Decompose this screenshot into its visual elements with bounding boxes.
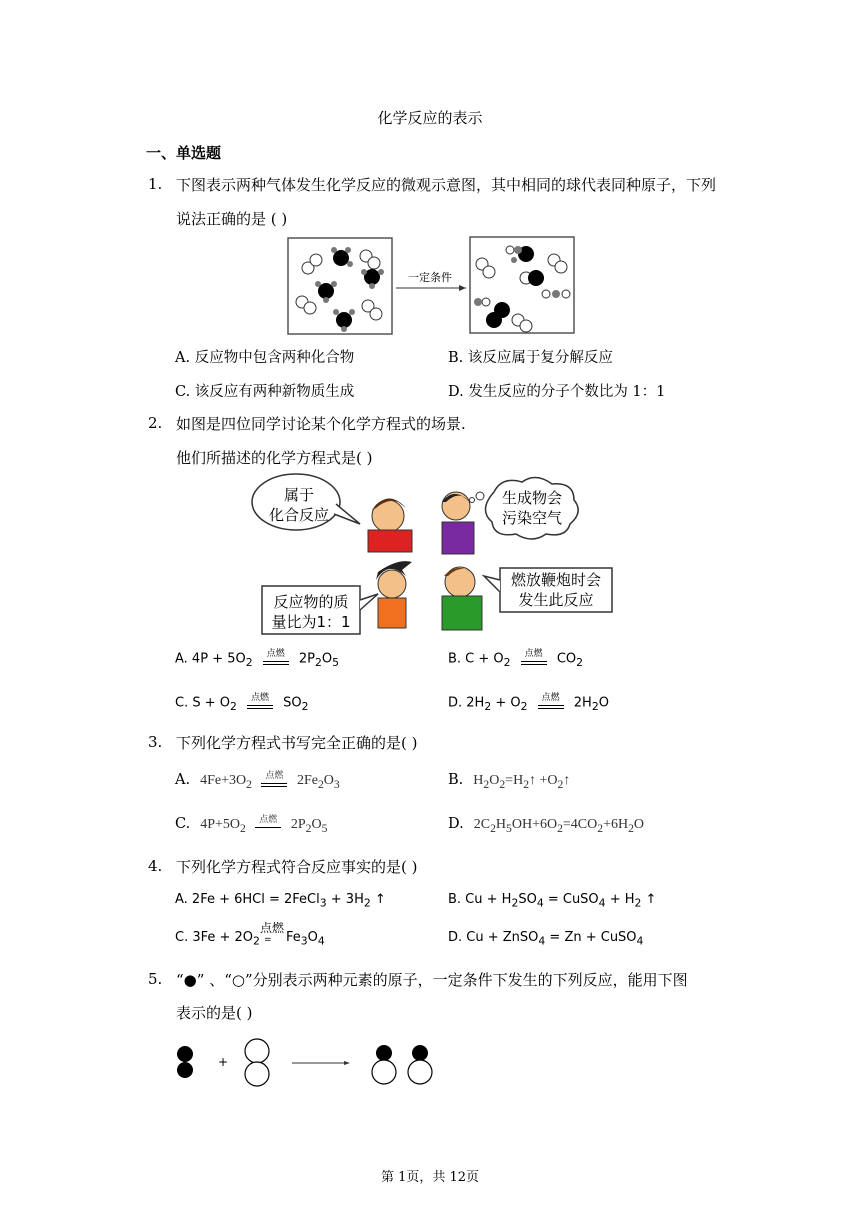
q1-option-d[interactable]: D. 发生反应的分子个数比为 1：1 — [448, 384, 666, 400]
page-footer: 第 1页，共 12页 — [380, 1170, 480, 1185]
q2-option-a[interactable]: A. $4P + 5O_2$ 点燃 $2P_2O_5$ — [175, 649, 340, 670]
bubble-1-line2: 化合反应 — [268, 506, 329, 524]
bubble-2-line2: 污染空气 — [501, 509, 562, 527]
question-2-text-line1: 如图是四位同学讨论某个化学方程式的场景. — [176, 415, 466, 433]
q3-option-c[interactable]: C. $4P+5O_2$ 点燃 $2P_2O_5$ — [175, 814, 328, 836]
q1-option-a[interactable]: A. 反应物中包含两种化合物 — [175, 350, 355, 366]
q3-option-b[interactable]: B. $H_2O_2=H_2↑$ $+O_2↑$ — [448, 772, 571, 791]
bubble-1-line1: 属于 — [283, 486, 314, 504]
question-3-number: 3. — [148, 733, 163, 751]
bubble-2-line1: 生成物会 — [501, 489, 562, 507]
question-1-text-line1: 下图表示两种气体发生化学反应的微观示意图，其中相同的球代表同种原子，下列 — [176, 176, 717, 194]
q2-option-b[interactable]: B. $C + O_2$ 点燃 $CO_2$ — [448, 649, 584, 670]
question-5-number: 5. — [148, 970, 163, 988]
q3-option-d[interactable]: D. $2C_2H_5OH+6O_2=4CO_2+6H_2O$ — [448, 816, 645, 835]
question-1-diagram — [286, 236, 578, 336]
section-heading: 一、单选题 — [146, 144, 222, 162]
q2-option-d[interactable]: D. $2H_2 + O_2$ 点燃 $2H_2O$ — [448, 693, 609, 714]
bubble-3-line2: 量比为1：1 — [271, 613, 351, 631]
bubble-4-line1: 燃放鞭炮时会 — [510, 571, 601, 589]
q4-option-a[interactable]: A. 2Fe + 6HCl = 2FeCl$_3$ + $3H_2$ ↑ — [175, 892, 386, 910]
arrow-label: 一定条件 — [408, 271, 452, 284]
question-1-text-line2: 说法正确的是 ( ) — [176, 210, 288, 228]
q1-option-b[interactable]: B. 该反应属于复分解反应 — [448, 350, 613, 366]
question-4-text: 下列化学方程式符合反应事实的是( ) — [176, 858, 418, 876]
q4-option-b[interactable]: B. $Cu + H_2SO_4$ = CuSO$_4$ + $H_2$ ↑ — [448, 892, 657, 910]
q2-option-c[interactable]: C. $S + O_2$ 点燃 $SO_2$ — [175, 693, 309, 714]
plus-sign: + — [217, 1055, 229, 1069]
question-2-text-line2: 他们所描述的化学方程式是( ) — [176, 449, 373, 467]
bubble-4-line2: 发生此反应 — [518, 591, 594, 609]
question-2-number: 2. — [148, 414, 163, 432]
q3-option-a[interactable]: A. $4Fe+3O_2$ 点燃 $2Fe_2O_3$ — [175, 770, 340, 792]
q1-option-c[interactable]: C. 该反应有两种新物质生成 — [175, 384, 355, 400]
question-5-text-line2: 表示的是( ) — [176, 1004, 253, 1022]
q4-option-d[interactable]: D. Cu + ZnSO$_4$ = Zn + CuSO$_4$ — [448, 930, 644, 948]
q4-option-c[interactable]: C. $3Fe + 2O_2$ 点燃 = $Fe_3O_4$ — [175, 920, 325, 948]
page-title: 化学反应的表示 — [377, 109, 483, 127]
question-3-text: 下列化学方程式书写完全正确的是( ) — [176, 734, 418, 752]
question-1-number: 1. — [148, 175, 163, 193]
question-5-diagram — [172, 1038, 440, 1088]
bubble-3-line1: 反应物的质 — [273, 593, 349, 611]
question-5-text-line1: “●” 、“○”分别表示两种元素的原子，一定条件下发生的下列反应，能用下图 — [176, 971, 688, 989]
question-4-number: 4. — [148, 857, 163, 875]
